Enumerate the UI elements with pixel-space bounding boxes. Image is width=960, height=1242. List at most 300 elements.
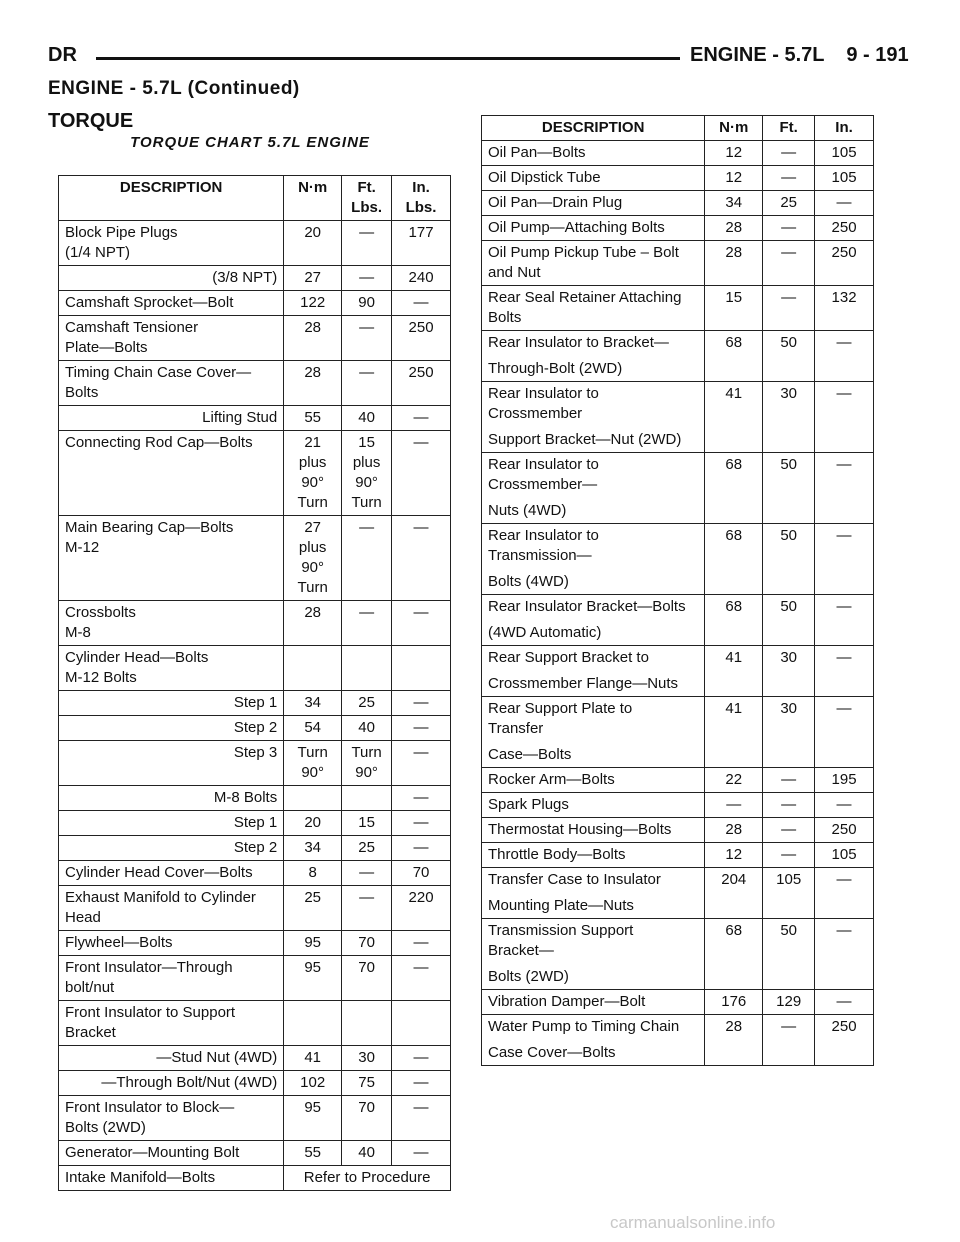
cell-text-line: Case—Bolts (488, 746, 572, 763)
value-cell (284, 886, 342, 931)
value-cell (763, 868, 815, 919)
value-cell (763, 697, 815, 768)
table-row (482, 241, 874, 286)
cell-text-line: 70 (412, 864, 430, 881)
description-cell (59, 1166, 284, 1191)
table-row (482, 191, 874, 216)
cell-text-line: 132 (831, 289, 857, 306)
value-cell (284, 716, 342, 741)
description-cell (59, 886, 284, 931)
table-row (59, 861, 451, 886)
value-cell (815, 990, 874, 1015)
cell-text-line: 204 (721, 871, 747, 888)
value-cell (763, 241, 815, 286)
cell-text-line: — (836, 385, 852, 402)
table-row (59, 601, 451, 646)
cell-text-line: — (781, 846, 797, 863)
cell-text-line: — (413, 519, 429, 536)
value-cell (763, 768, 815, 793)
cell-text-line: Plate—Bolts (65, 339, 148, 356)
description-cell (59, 361, 284, 406)
table-row (482, 331, 874, 382)
value-cell (763, 191, 815, 216)
value-cell (705, 216, 763, 241)
cell-text-line: — (836, 527, 852, 544)
table-row (59, 266, 451, 291)
value-cell (705, 818, 763, 843)
cell-text-line: Turn (297, 494, 328, 511)
value-cell (392, 406, 451, 431)
cell-text-line: Exhaust Manifold to Cylinder (65, 889, 256, 906)
value-cell (763, 524, 815, 595)
value-cell (815, 524, 874, 595)
value-cell (342, 931, 392, 956)
cell-text-line: 22 (725, 771, 743, 788)
value-cell (392, 886, 451, 931)
table-row (59, 516, 451, 601)
value-cell (763, 216, 815, 241)
cell-text-line: Front Insulator—Through (65, 959, 233, 976)
cell-text-line: 21 (304, 434, 322, 451)
cell-text-line: Bolts (488, 309, 522, 326)
cell-text-line: — (781, 289, 797, 306)
table-row (59, 316, 451, 361)
cell-text-line: 102 (300, 1074, 326, 1091)
table-row (59, 811, 451, 836)
cell-text-line: 28 (725, 219, 743, 236)
cell-text-line: Flywheel—Bolts (65, 934, 173, 951)
value-cell (342, 516, 392, 601)
cell-text-line: 240 (408, 269, 434, 286)
value-cell (763, 919, 815, 990)
value-cell (763, 453, 815, 524)
value-cell (815, 646, 874, 697)
cell-text-line: — (359, 604, 375, 621)
value-cell (342, 1001, 392, 1046)
cell-text-line: Oil Dipstick Tube (488, 169, 601, 186)
value-cell (815, 843, 874, 868)
cell-text-line: Throttle Body—Bolts (488, 846, 626, 863)
value-cell (705, 166, 763, 191)
value-cell (284, 811, 342, 836)
cell-text-line: Rear Insulator Bracket—Bolts (488, 598, 686, 615)
column-header (763, 116, 815, 141)
value-cell (342, 1071, 392, 1096)
table-row (59, 291, 451, 316)
value-cell (392, 716, 451, 741)
value-cell (705, 768, 763, 793)
cell-text-line: 68 (725, 527, 743, 544)
table-row (59, 691, 451, 716)
value-cell (342, 811, 392, 836)
value-cell (342, 316, 392, 361)
cell-text-line: bolt/nut (65, 979, 115, 996)
value-cell (705, 595, 763, 646)
value-cell (815, 331, 874, 382)
value-cell (705, 697, 763, 768)
cell-text-line: (1/4 NPT) (65, 244, 131, 261)
description-cell (482, 453, 705, 524)
continued-heading: ENGINE - 5.7L (Continued) (48, 78, 300, 99)
description-cell (59, 836, 284, 861)
cell-text-line: 68 (725, 456, 743, 473)
value-cell (284, 691, 342, 716)
cell-text-line: Bolts (2WD) (488, 968, 569, 985)
value-cell (392, 1001, 451, 1046)
table-row (482, 453, 874, 524)
table-header-row (59, 176, 451, 221)
cell-text-line: 177 (408, 224, 434, 241)
cell-text-line: 220 (408, 889, 434, 906)
cell-text-line: 25 (358, 694, 375, 711)
value-cell (342, 786, 392, 811)
table-row (59, 931, 451, 956)
cell-text-line: — (359, 364, 375, 381)
value-cell (392, 836, 451, 861)
cell-text-line: Rocker Arm—Bolts (488, 771, 615, 788)
value-cell (284, 956, 342, 1001)
cell-text-line: 70 (358, 959, 375, 976)
value-cell (763, 793, 815, 818)
cell-text-line: — (781, 169, 797, 186)
description-cell (59, 266, 284, 291)
cell-text-line: 28 (725, 244, 743, 261)
value-cell (392, 956, 451, 1001)
value-cell (342, 741, 392, 786)
cell-text-line: Transmission— (488, 547, 592, 564)
cell-text-line: Front Insulator to Block— (65, 1099, 235, 1116)
cell-text-line: 27 (304, 519, 322, 536)
cell-text-line: Front Insulator to Support (65, 1004, 236, 1021)
cell-text-line: Crossmember Flange—Nuts (488, 675, 679, 692)
value-cell (763, 166, 815, 191)
column-header (815, 116, 874, 141)
cell-text-line: — (359, 224, 375, 241)
cell-text-line: Bolts (4WD) (488, 573, 569, 590)
cell-text-line: Rear Insulator to (488, 456, 599, 473)
value-cell (284, 431, 342, 516)
cell-text-line: 25 (358, 839, 375, 856)
value-cell (392, 691, 451, 716)
value-cell (392, 1046, 451, 1071)
description-cell (59, 646, 284, 691)
cell-text-line: Rear Support Plate to (488, 700, 633, 717)
cell-text-line: — (836, 649, 852, 666)
cell-text-line: 28 (725, 821, 743, 838)
cell-text-line: 15 (358, 434, 375, 451)
table-row (482, 595, 874, 646)
value-cell (392, 1071, 451, 1096)
table-row (59, 1001, 451, 1046)
value-cell (763, 1015, 815, 1066)
cell-text-line: 55 (304, 409, 322, 426)
cell-text-line: 40 (358, 1144, 375, 1161)
cell-text-line: — (836, 993, 852, 1010)
value-cell (342, 361, 392, 406)
cell-text-line: plus (352, 454, 381, 471)
value-cell (342, 691, 392, 716)
description-cell (59, 516, 284, 601)
cell-text-line: M-12 (65, 539, 100, 556)
cell-text-line: 12 (725, 846, 743, 863)
table-row (59, 431, 451, 516)
value-cell (392, 291, 451, 316)
value-cell (342, 956, 392, 1001)
table-row (482, 868, 874, 919)
value-cell (342, 1046, 392, 1071)
value-cell (705, 868, 763, 919)
cell-text-line: Rear Insulator to (488, 385, 599, 402)
description-cell (59, 1096, 284, 1141)
cell-text-line: 105 (776, 871, 802, 888)
cell-text-line: — (359, 864, 375, 881)
cell-text-line: — (413, 789, 429, 806)
cell-text-line: 90° (355, 474, 378, 491)
cell-text-line: plus (298, 539, 327, 556)
cell-text-line: Cylinder Head—Bolts (65, 649, 209, 666)
cell-text-line: Turn (351, 744, 382, 761)
description-cell (482, 919, 705, 990)
value-cell (815, 919, 874, 990)
value-cell (284, 1166, 451, 1191)
description-cell (482, 382, 705, 453)
table-row (59, 1141, 451, 1166)
cell-text-line: — (836, 922, 852, 939)
value-cell (815, 382, 874, 453)
value-cell (342, 716, 392, 741)
cell-text-line: 95 (304, 934, 322, 951)
table-row (482, 646, 874, 697)
header-right-title: ENGINE - 5.7L 9 - 191 (690, 44, 909, 66)
column-header (59, 176, 284, 221)
cell-text-line: Intake Manifold—Bolts (65, 1169, 216, 1186)
cell-text-line: 250 (408, 364, 434, 381)
description-cell (59, 1141, 284, 1166)
cell-text-line: 75 (358, 1074, 375, 1091)
cell-text-line: — (413, 1144, 429, 1161)
cell-text-line: Ft. (779, 119, 798, 136)
cell-text-line: 40 (358, 719, 375, 736)
cell-text-line: — (413, 839, 429, 856)
cell-text-line: 68 (725, 334, 743, 351)
value-cell (284, 836, 342, 861)
cell-text-line: — (726, 796, 742, 813)
cell-text-line: — (781, 821, 797, 838)
cell-text-line: M-8 Bolts (213, 789, 278, 806)
cell-text-line: 15 (725, 289, 743, 306)
table-row (482, 382, 874, 453)
description-cell (482, 191, 705, 216)
cell-text-line: 30 (780, 700, 797, 717)
value-cell (763, 331, 815, 382)
cell-text-line: Crossmember— (488, 476, 598, 493)
cell-text-line: Rear Insulator to (488, 527, 599, 544)
value-cell (284, 1096, 342, 1141)
value-cell (342, 431, 392, 516)
description-cell (482, 331, 705, 382)
value-cell (284, 1001, 342, 1046)
value-cell (284, 221, 342, 266)
value-cell (815, 793, 874, 818)
cell-text-line: — (359, 519, 375, 536)
value-cell (815, 868, 874, 919)
value-cell (284, 316, 342, 361)
cell-text-line: In. (835, 119, 853, 136)
cell-text-line: 122 (300, 294, 326, 311)
cell-text-line: 40 (358, 409, 375, 426)
cell-text-line: 95 (304, 959, 322, 976)
cell-text-line: Thermostat Housing—Bolts (488, 821, 672, 838)
description-cell (482, 793, 705, 818)
value-cell (705, 241, 763, 286)
value-cell (284, 1141, 342, 1166)
cell-text-line: Camshaft Tensioner (65, 319, 199, 336)
cell-text-line: 27 (304, 269, 322, 286)
cell-text-line: 41 (725, 385, 743, 402)
cell-text-line: Timing Chain Case Cover— (65, 364, 252, 381)
table-row (59, 786, 451, 811)
description-cell (482, 646, 705, 697)
value-cell (392, 741, 451, 786)
cell-text-line: Crossmember (488, 405, 583, 422)
cell-text-line: 34 (304, 839, 322, 856)
cell-text-line: Rear Insulator to Bracket— (488, 334, 669, 351)
cell-text-line: Step 1 (233, 694, 278, 711)
description-cell (482, 818, 705, 843)
value-cell (705, 141, 763, 166)
cell-text-line: 90° (355, 764, 378, 781)
cell-text-line: Step 2 (233, 839, 278, 856)
cell-text-line: Through-Bolt (2WD) (488, 360, 623, 377)
value-cell (392, 361, 451, 406)
cell-text-line: plus (298, 454, 327, 471)
cell-text-line: — (359, 319, 375, 336)
cell-text-line: N·m (719, 119, 749, 136)
cell-text-line: — (413, 719, 429, 736)
cell-text-line: Bracket (65, 1024, 116, 1041)
cell-text-line: 90° (301, 559, 325, 576)
description-cell (482, 141, 705, 166)
value-cell (705, 919, 763, 990)
cell-text-line: 50 (780, 598, 797, 615)
cell-text-line: Bracket— (488, 942, 554, 959)
table-row (482, 216, 874, 241)
table-row (59, 1166, 451, 1191)
cell-text-line: 34 (725, 194, 743, 211)
value-cell (815, 216, 874, 241)
cell-text-line: DESCRIPTION (119, 179, 223, 196)
value-cell (705, 191, 763, 216)
value-cell (815, 768, 874, 793)
table-row (482, 818, 874, 843)
value-cell (342, 886, 392, 931)
value-cell (284, 861, 342, 886)
description-cell (482, 843, 705, 868)
cell-text-line: (3/8 NPT) (212, 269, 278, 286)
cell-text-line: 30 (780, 385, 797, 402)
cell-text-line: 25 (780, 194, 797, 211)
cell-text-line: 28 (304, 319, 322, 336)
cell-text-line: Cylinder Head Cover—Bolts (65, 864, 253, 881)
cell-text-line: Transfer Case to Insulator (488, 871, 661, 888)
cell-text-line: Oil Pump—Attaching Bolts (488, 219, 665, 236)
cell-text-line: and Nut (488, 264, 541, 281)
cell-text-line: — (836, 456, 852, 473)
cell-text-line: 41 (304, 1049, 322, 1066)
value-cell (342, 836, 392, 861)
description-cell (482, 524, 705, 595)
value-cell (342, 406, 392, 431)
cell-text-line: 90° (301, 474, 325, 491)
cell-text-line: —Stud Nut (4WD) (156, 1049, 278, 1066)
cell-text-line: Oil Pan—Bolts (488, 144, 586, 161)
description-cell (482, 1015, 705, 1066)
value-cell (284, 516, 342, 601)
cell-text-line: 50 (780, 456, 797, 473)
description-cell (482, 216, 705, 241)
cell-text-line: — (836, 334, 852, 351)
cell-text-line: 250 (831, 244, 857, 261)
cell-text-line: (4WD Automatic) (488, 624, 602, 641)
cell-text-line: — (359, 269, 375, 286)
value-cell (763, 990, 815, 1015)
cell-text-line: Spark Plugs (488, 796, 569, 813)
table-caption: TORQUE CHART 5.7L ENGINE (130, 134, 370, 151)
value-cell (392, 1096, 451, 1141)
cell-text-line: — (781, 219, 797, 236)
value-cell (815, 595, 874, 646)
cell-text-line: Rear Support Bracket to (488, 649, 649, 666)
value-cell (763, 286, 815, 331)
cell-text-line: — (413, 409, 429, 426)
table-row (59, 836, 451, 861)
cell-text-line: 250 (831, 821, 857, 838)
column-header (342, 176, 392, 221)
cell-text-line: — (413, 1099, 429, 1116)
cell-text-line: — (359, 889, 375, 906)
cell-text-line: — (781, 144, 797, 161)
description-cell (482, 768, 705, 793)
description-cell (482, 286, 705, 331)
cell-text-line: Oil Pump Pickup Tube – Bolt (488, 244, 679, 261)
value-cell (342, 646, 392, 691)
value-cell (763, 595, 815, 646)
table-row (482, 768, 874, 793)
description-cell (59, 716, 284, 741)
cell-text-line: Bolts (2WD) (65, 1119, 146, 1136)
cell-text-line: — (413, 434, 429, 451)
value-cell (284, 406, 342, 431)
table-row (59, 1046, 451, 1071)
cell-text-line: 54 (304, 719, 322, 736)
cell-text-line: — (781, 1018, 797, 1035)
value-cell (284, 291, 342, 316)
cell-text-line: 28 (304, 604, 322, 621)
cell-text-line: — (413, 694, 429, 711)
value-cell (392, 861, 451, 886)
cell-text-line: 12 (725, 144, 743, 161)
cell-text-line: 95 (304, 1099, 322, 1116)
cell-text-line: Support Bracket—Nut (2WD) (488, 431, 682, 448)
description-cell (59, 811, 284, 836)
table-row (482, 697, 874, 768)
cell-text-line: 20 (304, 224, 322, 241)
cell-text-line: 8 (308, 864, 317, 881)
table-row (59, 406, 451, 431)
table-row (59, 956, 451, 1001)
cell-text-line: 176 (721, 993, 747, 1010)
value-cell (392, 646, 451, 691)
